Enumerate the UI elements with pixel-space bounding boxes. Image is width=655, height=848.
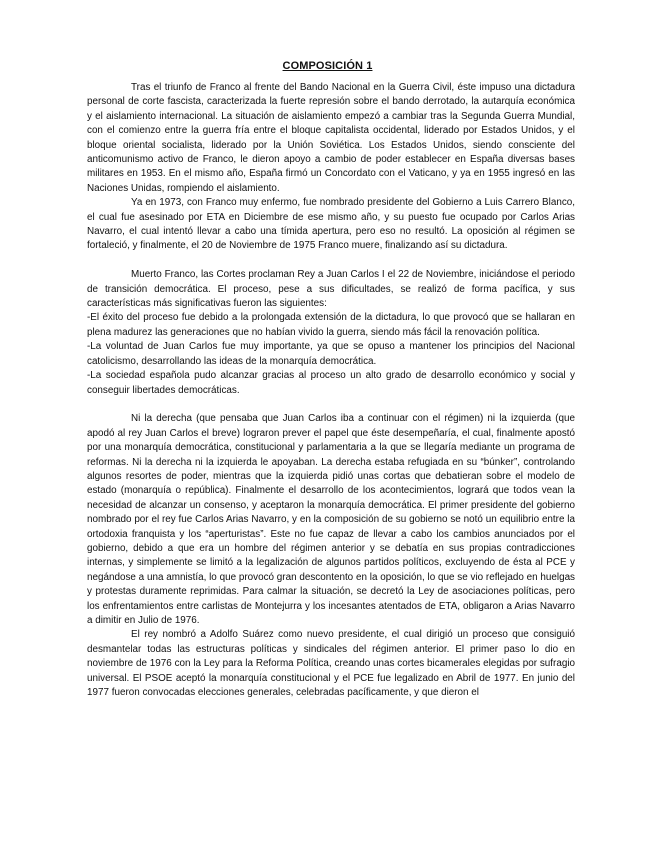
paragraph-4: Ni la derecha (que pensaba que Juan Carlos iba a continuar con el régimen) ni la izquierda (que apodó al rey Juan Carlos el breve) lograron prever el papel que éste desempeñaría, el cual, finalmente apostó por una monarquía democrática, constitucional y parlamentaria a la que se llegaría mediante un programa de reformas. Ni la derecha ni la izquierda le apoyaban. La derecha estaba refugiada en su “búnker”, controlando algunos resortes de poder, mientras que la izquierda pidió unas cortas que debatieran sobre el modelo de estado (monarquía o república). Finalmente el desarrollo de los acontecimientos, logrará que todos vean la necesidad de alcanzar un consenso, y aceptaron la monarquía democrática. El primer presidente del gobierno nombrado por el rey fue Carlos Arias Navarro, y en la composición de su gobierno se notó un equilibrio entre la ortodoxia franquista y los “aperturistas”. Este no fue capaz de llevar a cabo los cambios anunciados por el gobierno, debido a que era un hombre del régimen anterior y se debatía en sus propias contradicciones internas, y simplemente se limitó a la legalización de algunos partidos políticos, excluyendo de ésta al PCE y negándose a una amnistía, lo que provocó gran descontento en la oposición, lo que se vio reflejado en huelgas y protestas duramente reprimidas. Para calmar la situación, se decretó la Ley de asociaciones políticas, pero los enfrentamientos entre carlistas de Montejurra y los incesantes atentados de ETA, obligaron a Arias Navarro a dimitir en Julio de 1976. <box>87 413 575 626</box>
paragraph-3: Muerto Franco, las Cortes proclaman Rey a Juan Carlos I el 22 de Noviembre, iniciándose el periodo de transición democrática. El proceso, pese a sus dificultades, se realizó de forma pacífica, y sus características más significativas fueron las siguientes: <box>87 269 575 310</box>
list-item-1: -El éxito del proceso fue debido a la prolongada extensión de la dictadura, lo que provocó que se hallaran en plena madurez las generaciones que no habían vivido la guerra, siendo más fácil la renovación política. <box>87 312 575 338</box>
paragraph-2: Ya en 1973, con Franco muy enfermo, fue nombrado presidente del Gobierno a Luis Carrero Blanco, el cual fue asesinado por ETA en Diciembre de ese mismo año, y su puesto fue ocupado por Carlos Arias Navarro, el cual intentó llevar a cabo una tímida apertura, pero eso no resultó. La oposición al régimen se fortaleció, y finalmente, el 20 de Noviembre de 1975 Franco muere, finalizando así su dictadura. <box>87 197 575 252</box>
document-body <box>87 81 575 700</box>
paragraph-1: Tras el triunfo de Franco al frente del Bando Nacional en la Guerra Civil, éste impuso una dictadura personal de corte fascista, caracterizada la fuerte represión sobre el bando derrotado, la autarquía económica y el aislamiento internacional. La situación de aislamiento empezó a cambiar tras la Segunda Guerra Mundial, con el comienzo entre la guerra fría entre el bloque capitalista occidental, liderado por Estados Unidos, y el bloque oriental socialista, liderado por la Unión Soviética. Los Estados Unidos, siendo consciente del anticomunismo activo de Franco, le dieron apoyo a cambio de poder establecer en España diversas bases militares en 1953. En el mismo año, España firmó un Concordato con el Vaticano, y ya en 1955 ingresó en las Naciones Unidas, rompiendo el aislamiento. <box>87 82 575 194</box>
list-item-3: -La sociedad española pudo alcanzar gracias al proceso un alto grado de desarrollo económico y social y conseguir libertades democráticas. <box>87 370 575 396</box>
paragraph-5: El rey nombró a Adolfo Suárez como nuevo presidente, el cual dirigió un proceso que consiguió desmantelar todas las estructuras políticas y sindicales del régimen anterior. El primer paso lo dio en noviembre de 1976 con la Ley para la Reforma Política, creando unas cortes bicamerales elegidas por sufragio universal. El PSOE aceptó la monarquía constitucional y el PCE fue legalizado en Abril de 1977. En junio del 1977 fueron convocadas elecciones generales, celebradas pacíficamente, y que dieron el <box>87 629 575 699</box>
document-title: COMPOSICIÓN 1 <box>282 60 373 72</box>
list-item-2: -La voluntad de Juan Carlos fue muy importante, ya que se opuso a mantener los principios del Nacional catolicismo, desarrollando las ideas de la monarquía democrática. <box>87 341 575 367</box>
